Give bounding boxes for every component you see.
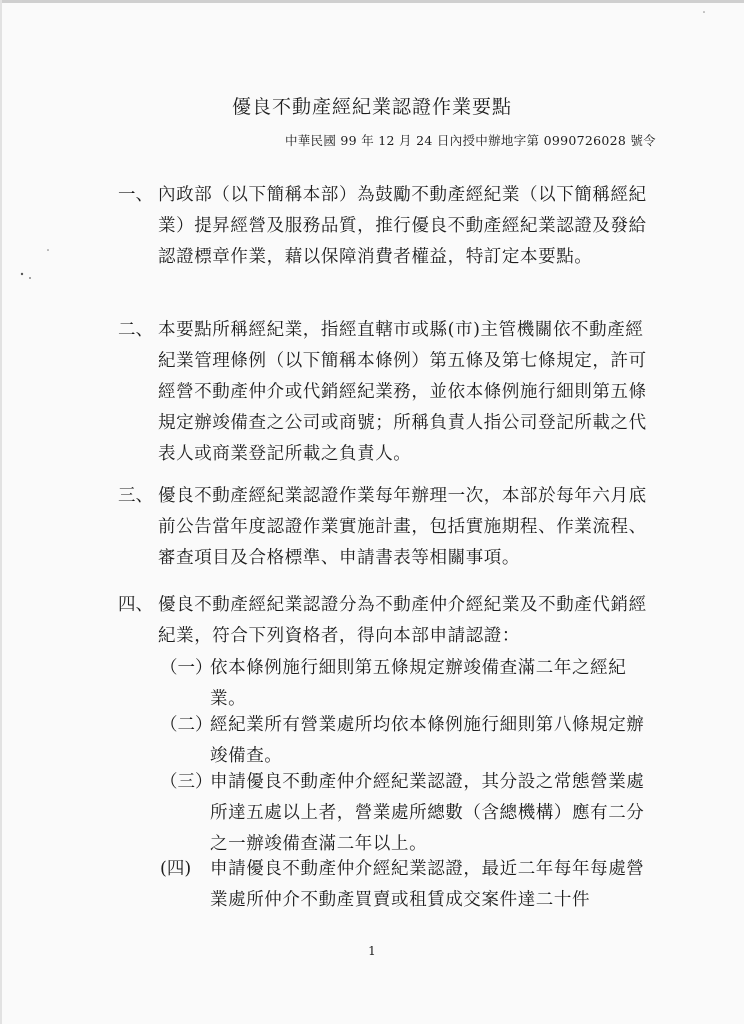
clause-number: 三、 — [118, 486, 153, 506]
clause-text: 內政部（以下簡稱本部）為鼓勵不動產經紀業（以下簡稱經紀業）提昇經營及服務品質，推行優良不動產經紀業認證及發給認證標章作業，藉以保障消費者權益，特訂定本要點。 — [158, 185, 647, 267]
clause-2 — [118, 315, 658, 470]
decree-line: 中華民國 99 年 12 月 24 日內授中辦地字第 0990726028 號令 — [284, 133, 656, 148]
subclause-text: 申請優良不動產仲介經紀業認證，其分設之常態營業處所達五處以上者，營業處所總數（含總機構）應有二分之一辦竣備查滿二年以上。 — [210, 772, 645, 854]
subclause-text: 依本條例施行細則第五條規定辦竣備查滿二年之經紀業。 — [210, 658, 627, 709]
subclause-number: （一） — [160, 658, 213, 678]
subclause-1 — [160, 653, 660, 715]
clause-3 — [118, 481, 658, 574]
clause-text: 本要點所稱經紀業，指經直轄市或縣(市)主管機關依不動產經紀業管理條例（以下簡稱本條例）第五條及第七條規定，許可經營不動產仲介或代銷經紀業務，並依本條例施行細則第五條規定辦竣備查之公司或商號；所稱負責人指公司登記所載之代表人或商業登記所載之負責人。 — [158, 320, 647, 464]
clause-text: 優良不動產經紀業認證作業每年辦理一次，本部於每年六月底前公告當年度認證作業實施計畫，包括實施期程、作業流程、審查項目及合格標準、申請書表等相關事項。 — [158, 486, 647, 568]
subclause-4 — [160, 854, 660, 916]
subclause-text: 經紀業所有營業處所均依本條例施行細則第八條規定辦竣備查。 — [210, 715, 645, 766]
clause-4 — [118, 590, 658, 652]
subclause-number: (四) — [160, 859, 192, 879]
clause-number: 一、 — [118, 185, 153, 205]
clause-1 — [118, 180, 658, 273]
subclause-number: （三） — [160, 772, 213, 792]
clause-number: 二、 — [118, 320, 153, 340]
document-title: 優良不動產經紀業認證作業要點 — [231, 96, 512, 118]
subclause-2 — [160, 710, 660, 772]
subclause-3 — [160, 767, 660, 860]
clause-text: 優良不動產經紀業認證分為不動產仲介經紀業及不動產代銷經紀業，符合下列資格者，得向本部申請認證： — [158, 595, 647, 646]
page-number: 1 — [368, 944, 376, 958]
clause-number: 四、 — [118, 595, 153, 615]
subclause-text: 申請優良不動產仲介經紀業認證，最近二年每年每處營業處所仲介不動產買賣或租賃成交案件達二十件 — [210, 859, 645, 910]
subclause-number: （二） — [160, 715, 213, 735]
